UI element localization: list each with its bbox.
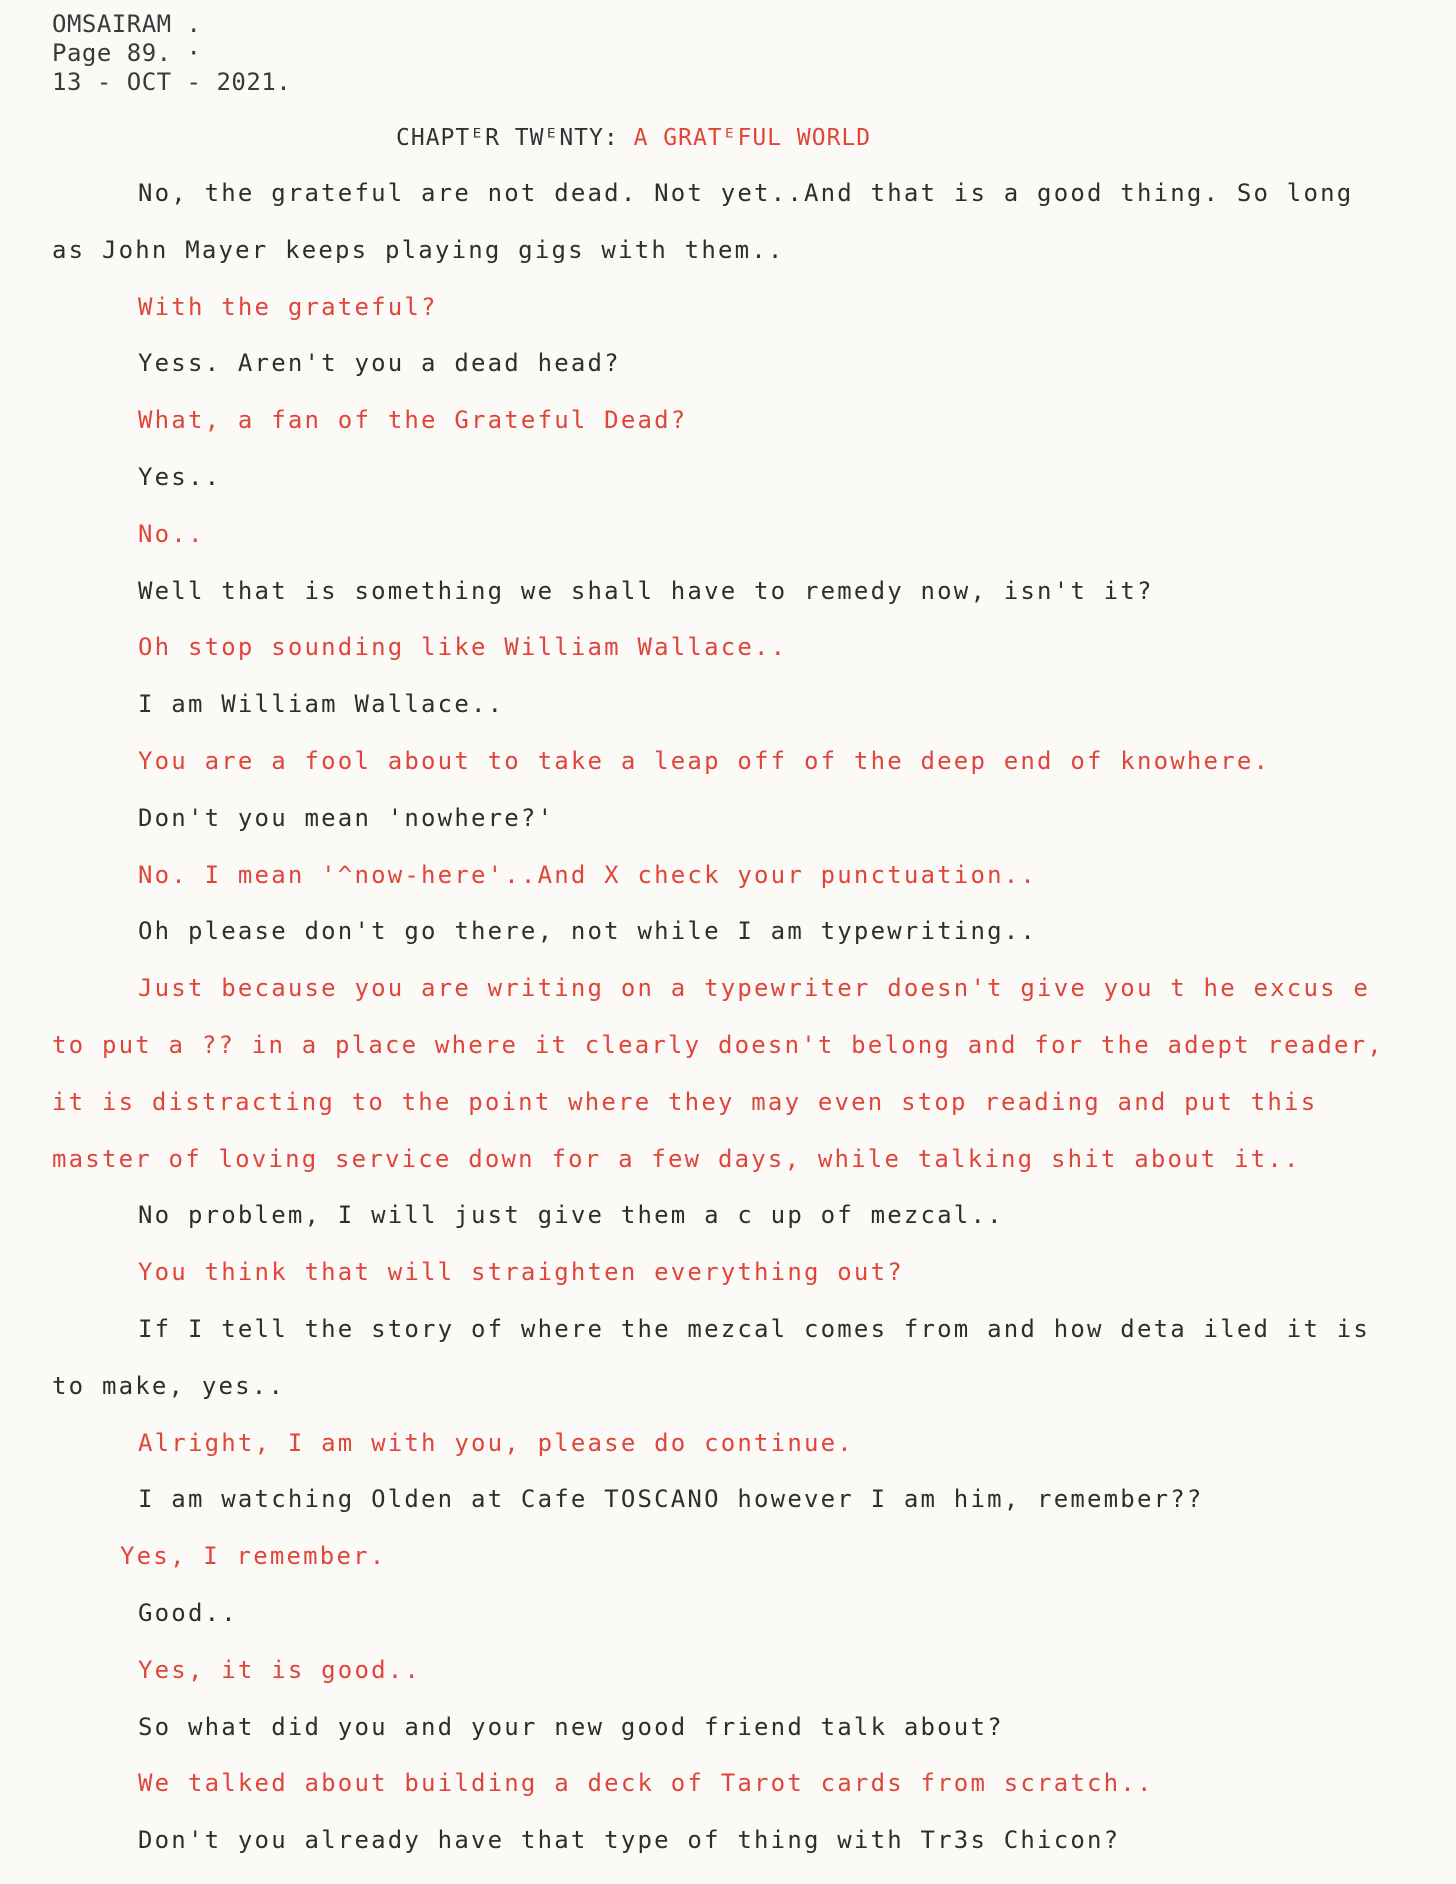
- text-line: Oh stop sounding like William Wallace..: [138, 633, 788, 662]
- header-line-1: OMSAIRAM .: [52, 10, 202, 38]
- text-line: You are a fool about to take a leap off of the deep end of knowhere.: [138, 747, 1271, 775]
- chapter-title: [396, 125, 871, 151]
- text-line: Well that is something we shall have to remedy now, isn't it?: [138, 576, 1154, 605]
- text-line: it is distracting to the point where they may even stop reading and put this: [52, 1087, 1318, 1116]
- text-line: If I tell the story of where the mezcal comes from and how deta iled it is: [138, 1315, 1371, 1343]
- text-line: Oh please don't go there, not while I am typewriting..: [138, 917, 1038, 946]
- text-line: Good..: [138, 1599, 238, 1627]
- text-line: to put a ?? in a place where it clearly doesn't belong and for the adept reader,: [52, 1031, 1384, 1059]
- header-date: 13 - OCT - 2021.: [52, 68, 292, 96]
- text-line: Yess. Aren't you a dead head?: [138, 349, 621, 378]
- text-line: Don't you already have that type of thing with Tr3s Chicon?: [138, 1826, 1121, 1855]
- text-line: Don't you mean 'nowhere?': [138, 803, 555, 832]
- text-line: So what did you and your new good friend talk about?: [138, 1712, 1004, 1741]
- chapter-title-number: CHAPTᴱR TWᴱNTY:: [396, 125, 634, 151]
- text-line: No. I mean '^now-here'..And X check your punctuation..: [138, 860, 1038, 889]
- text-line: Yes, I remember.: [120, 1542, 387, 1571]
- text-line: No problem, I will just give them a c up of mezcal..: [138, 1201, 1004, 1230]
- text-line: Just because you are writing on a typewriter doesn't give you t he excus e: [138, 974, 1371, 1003]
- text-line: master of loving service down for a few days, while talking shit about it..: [52, 1144, 1301, 1173]
- text-line: What, a fan of the Grateful Dead?: [138, 406, 688, 435]
- text-line: as John Mayer keeps playing gigs with them..: [52, 235, 785, 264]
- text-line: Yes, it is good..: [138, 1655, 422, 1684]
- text-line: Alright, I am with you, please do continue.: [138, 1428, 854, 1457]
- text-line: I am William Wallace..: [138, 690, 505, 719]
- text-line: to make, yes..: [52, 1371, 286, 1400]
- text-line: With the grateful?: [138, 292, 438, 321]
- page-header: [52, 10, 291, 97]
- header-page-number: Page 89. ·: [52, 39, 202, 67]
- text-line: You think that will straighten everything out?: [138, 1258, 904, 1287]
- text-line: No..: [138, 519, 205, 548]
- text-line: No, the grateful are not dead. Not yet..And that is a good thing. So long: [138, 179, 1354, 207]
- text-line: We talked about building a deck of Tarot cards from scratch..: [138, 1769, 1154, 1798]
- text-line: Yes..: [138, 463, 222, 491]
- chapter-title-name: A GRATᴱFUL WORLD: [633, 125, 872, 151]
- text-line: I am watching Olden at Cafe TOSCANO however I am him, remember??: [138, 1485, 1204, 1514]
